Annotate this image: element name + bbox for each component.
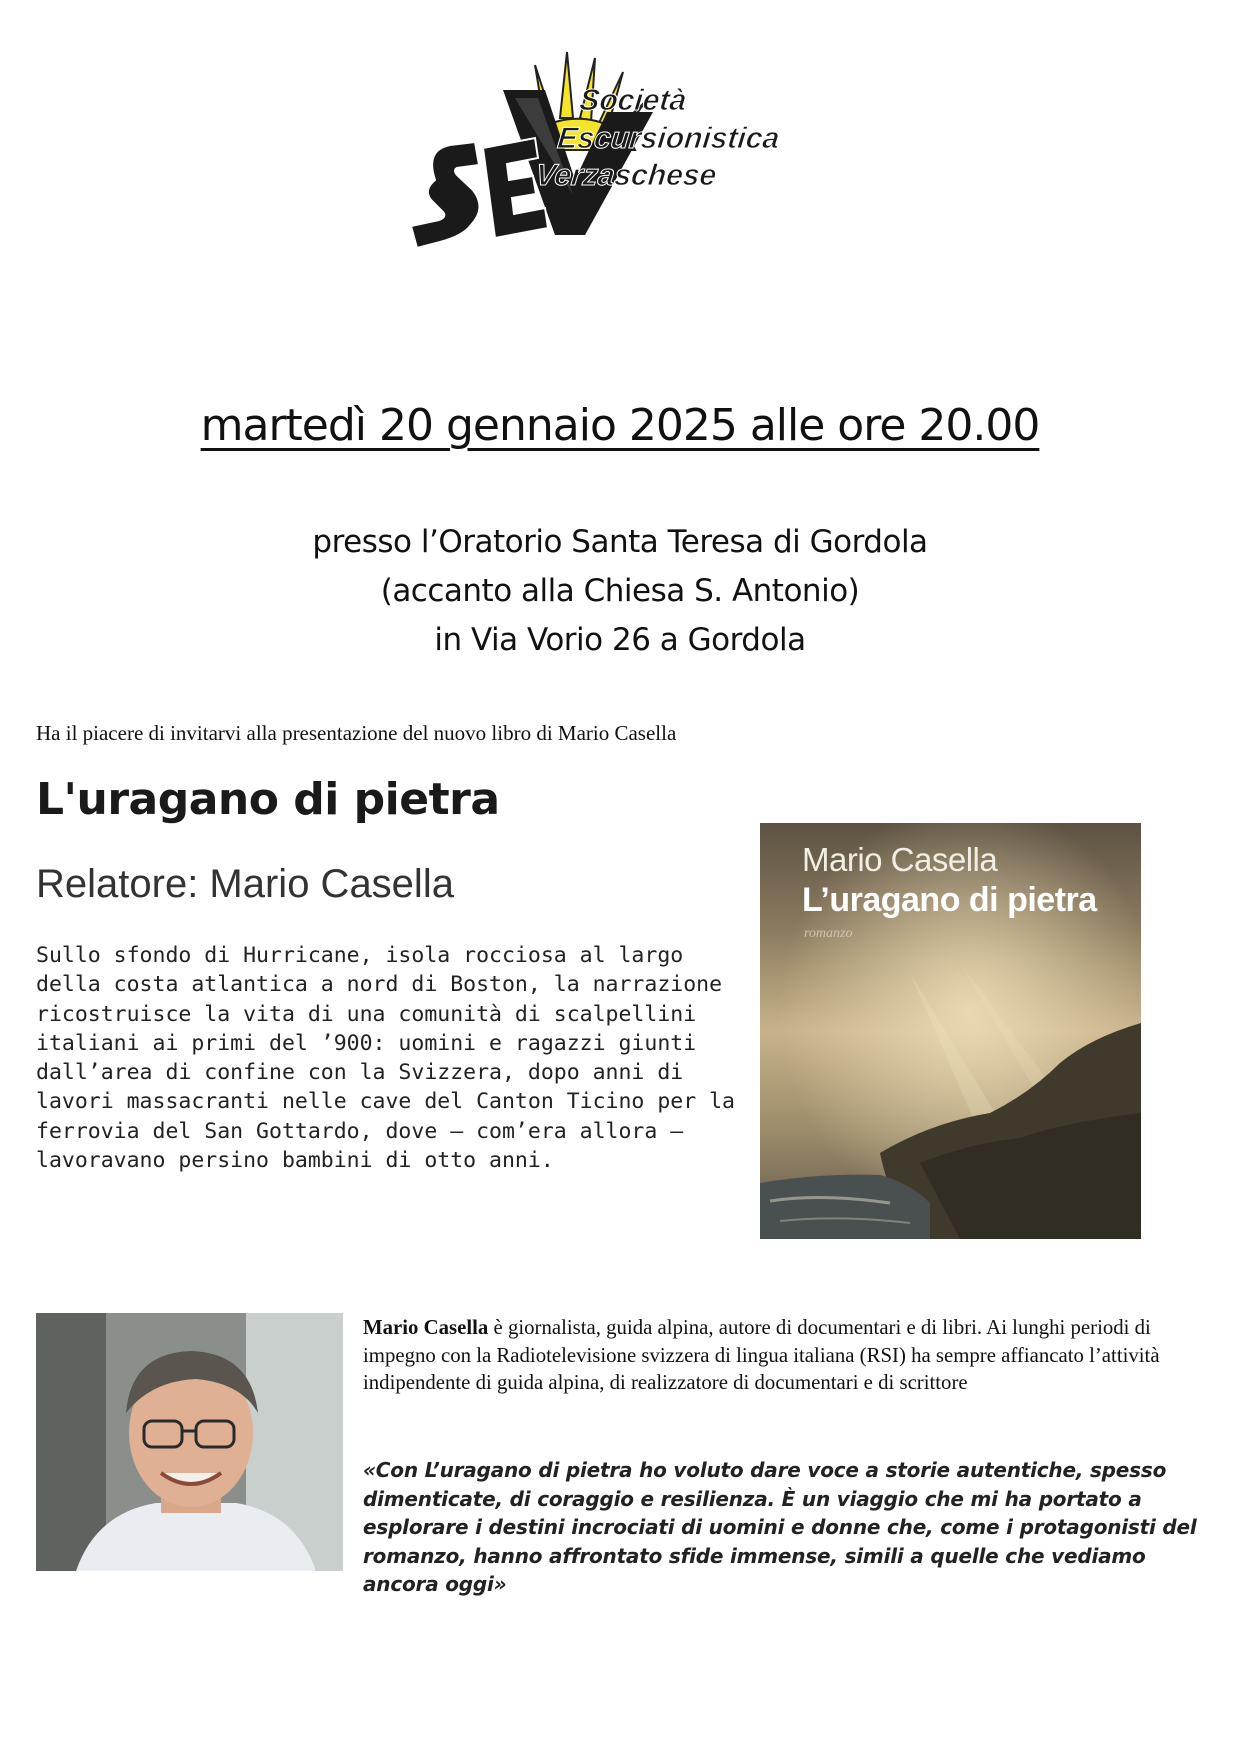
author-portrait — [36, 1313, 343, 1571]
logo-line-1: Società — [577, 84, 689, 117]
author-bio-text: è giornalista, guida alpina, autore di documentari e di libri. Ai lunghi periodi di impegno con la Radiotelevisione svizzera di lingua italiana (RSI) ha sempre affiancato l’attività indipendente di guida alpina, di realizzatore di documentari e di scrittore — [363, 1316, 1160, 1394]
cover-subtitle: romanzo — [804, 926, 853, 941]
logo-line-2: Escursionistica — [555, 122, 782, 155]
book-synopsis: Sullo sfondo di Hurricane, isola rocciosa al largo della costa atlantica a nord di Boston, la narrazione ricostruisce la vita di una comunità di scalpellini italiani ai primi del ’900: uomini e ragazzi giunti dall’area di confine con la Svizzera, dopo anni di lavori massacranti nelle cave del Canton Ticino per la ferrovia del San Gottardo, dove – com’era allora – lavoravano persino bambini di otto anni. — [36, 943, 735, 1174]
logo-line-3: Verzaschese — [533, 159, 719, 192]
event-location — [0, 518, 1240, 665]
book-title: L'uragano di pietra — [36, 774, 500, 825]
speaker-line: Relatore: Mario Casella — [36, 862, 454, 906]
author-bio — [363, 1314, 1203, 1397]
author-photo — [36, 1313, 343, 1571]
event-date-heading — [0, 400, 1240, 451]
author-name: Mario Casella — [363, 1316, 489, 1339]
sev-logo-graphic — [395, 30, 895, 260]
event-date-text: martedì 20 gennaio 2025 alle ore 20.00 — [200, 400, 1040, 451]
sev-logo — [395, 30, 895, 260]
location-line-3: in Via Vorio 26 a Gordola — [434, 622, 806, 658]
invitation-text: Ha il piacere di invitarvi alla presentazione del nuovo libro di Mario Casella — [36, 721, 677, 745]
cover-title: L’uragano di pietra — [802, 881, 1097, 919]
location-line-2: (accanto alla Chiesa S. Antonio) — [380, 573, 860, 609]
location-line-1: presso l’Oratorio Santa Teresa di Gordola — [312, 524, 928, 560]
book-cover-image — [760, 823, 1141, 1239]
cover-author: Mario Casella — [802, 841, 998, 878]
author-quote: «Con L’uragano di pietra ho voluto dare voce a storie autentiche, spesso dimenticate, di coraggio e resilienza. È un viaggio che mi ha portato a esplorare i destini incrociati di uomini e donne che, come i protagonisti del romanzo, hanno affrontato sfide immense, simili a quelle che vediamo ancora oggi» — [363, 1458, 1197, 1596]
